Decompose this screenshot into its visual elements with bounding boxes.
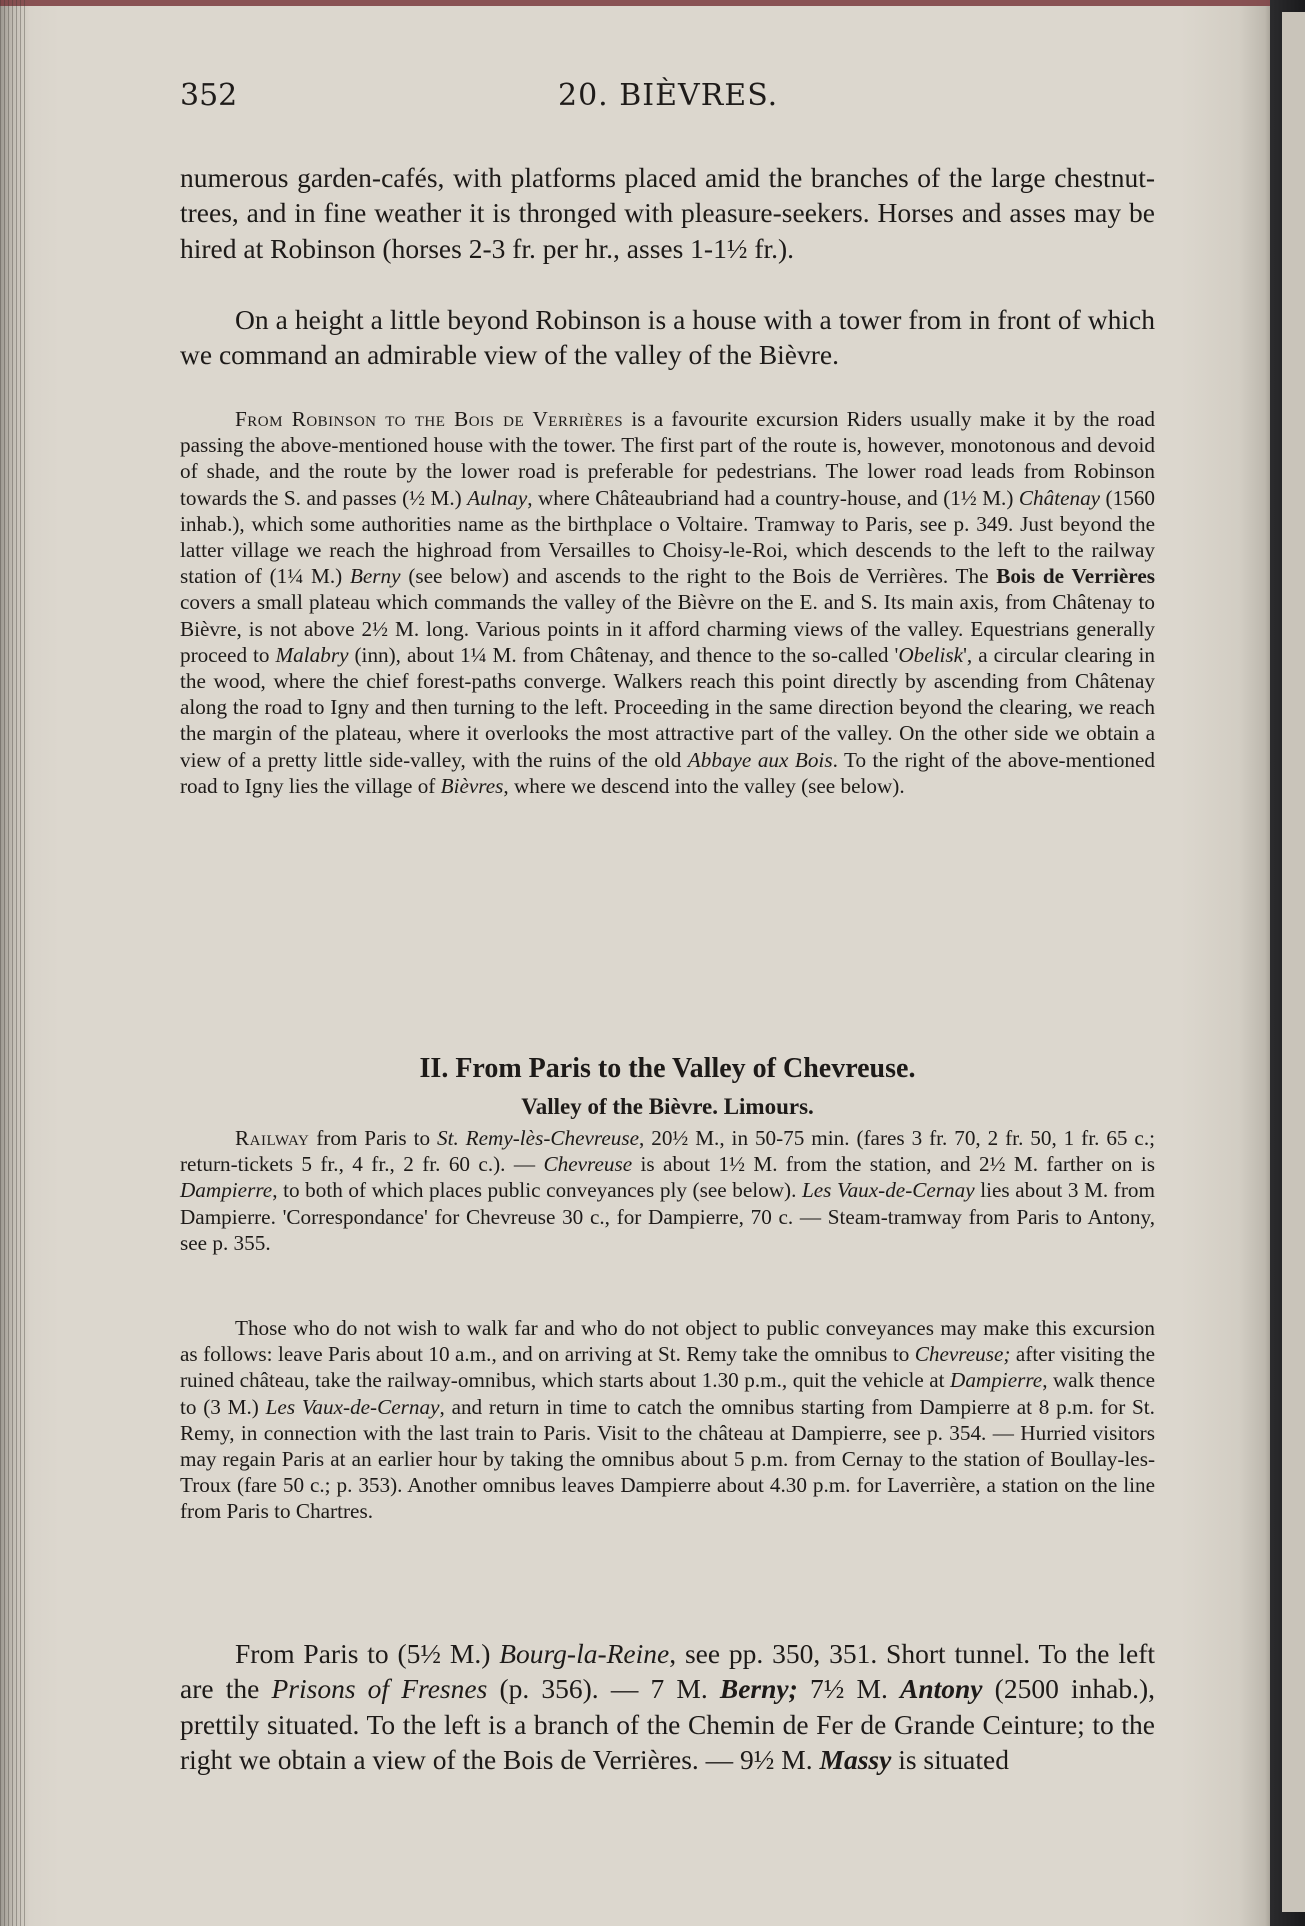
place-st-remy: St. Remy-lès-Chevreuse [436,1126,640,1150]
place-bourg-la-reine: Bourg-la-Reine [499,1638,670,1669]
place-aulnay: Aulnay [467,485,528,510]
page-top-edge [0,0,1270,6]
place-vaux-de-cernay: Les Vaux-de-Cernay [801,1178,975,1203]
paragraph-bourg-la-reine: From Paris to (5½ M.) Bourg-la-Reine, see pp. 350, 351. Short tunnel. To the left are the Prisons of Fresnes (p. 356). — 7 M. Berny; 7½ M. Antony (2500 inhab.), prettily situated. To the left is a branch of the Chemin de Fer de Grande Ceinture; to the right we obtain a view of the Bois de Verrières. — 9½ M. Massy is situated [180,1638,1155,1776]
running-title: 20. BIÈVRES. [558,78,779,113]
excursion-heading: From Robinson to the Bois de Verrières [235,407,624,431]
place-berny: Berny [349,564,401,589]
place-massy: Massy [819,1744,892,1776]
paragraph-bois-de-verrieres: From Robinson to the Bois de Verrières is a favourite excursion Riders usually make it by the road passing the above-mentioned house with the tower. The first part of the route is, however, monotonous and devoid of shade, and the route by the lower road is preferable for pedestrians. The lower road leads from Robinson towards the S. and passes (½ M.) Aulnay, where Châteaubriand had a country-house, and (1½ M.) Châtenay (1560 inhab.), which some authorities name as the birthplace o Voltaire. Tramway to Paris, see p. 349. Just beyond the latter village we reach the highroad from Versailles to Choisy-le-Roi, which descends to the left to the railway station of (1¼ M.) Berny (see below) and ascends to the right to the Bois de Verrières. The Bois de Verrières covers a small plateau which commands the valley of the Bièvre on the E. and S. Its main axis, from Châtenay to Bièvre, is not above 2½ M. long. Various points in it afford charming views of the valley. Equestrians generally proceed to Malabry (inn), about 1¼ M. from Châtenay, and thence to the so-called 'Obelisk', a circular clearing in the wood, where the chief forest-paths converge. Walkers reach this point directly by ascending from Châtenay along the road to Igny and then turning to the left. Proceeding in the same direction beyond the clearing, we reach the margin of the plateau, where it overlooks the most attractive part of the valley. On the other side we obtain a view of a pretty little side-valley, with the ruins of the old Abbaye aux Bois. To the right of the above-mentioned road to Igny lies the village of Bièvres, where we descend into the valley (see below). [180,407,1156,798]
place-berny-2: Berny; [719,1673,798,1705]
place-vaux-de-cernay-2: Les Vaux-de-Cernay [265,1394,440,1419]
page-number: 352 [180,78,238,113]
next-page-edge [1282,12,1305,1912]
paragraph-excursion-plan: Those who do not wish to walk far and who do not object to public conveyances may make this excursion as follows: leave Paris about 10 a.m., and on arriving at St. Remy take the omnibus to Chevreuse; after visiting the ruined château, take the railway-omnibus, which starts about 1.30 p.m., quit the vehicle at Dampierre, walk thence to (3 M.) Les Vaux-de-Cernay, and return in time to catch the omnibus starting from Dampierre at 8 p.m. for St. Remy, in connection with the last train to Paris. Visit to the château at Dampierre, see p. 354. — Hurried visitors may regain Paris at an earlier hour by taking the omnibus about 5 p.m. from Cernay to the station of Boullay-les-Troux (fare 50 c.; p. 353). Another omnibus leaves Dampierre about 4.30 p.m. for Laverrière, a station on the line from Paris to Chartres. [180,1316,1156,1524]
place-chevreuse-2: Chevreuse; [914,1342,1011,1367]
place-prisons-of-fresnes: Prisons of Fresnes [271,1673,488,1705]
place-bois-de-verrieres: Bois de Verrières [996,564,1155,589]
place-obelisk: Obelisk [898,642,964,667]
paragraph-railway: Railway from Paris to St. Remy-lès-Chevreuse, 20½ M., in 50-75 min. (fares 3 fr. 70, 2 fr. 50, 1 fr. 65 c.; return-tickets 5 fr., 4 fr., 2 fr. 60 c.). — Chevreuse is about 1½ M. from the station, and 2½ M. farther on is Dampierre, to both of which places public conveyances ply (see below). Les Vaux-de-Cernay lies about 3 M. from Dampierre. 'Correspondance' for Chevreuse 30 c., for Dampierre, 70 c. — Steam-tramway from Paris to Antony, see p. 355. [180,1126,1155,1255]
place-dampierre: Dampierre [180,1178,273,1203]
place-abbaye-aux-bois: Abbaye aux Bois [687,747,833,772]
railway-lead: Railway [235,1126,310,1150]
paragraph-garden-cafes: numerous garden-cafés, with platforms placed amid the branches of the large chestnut-trees, and in fine weather it is thronged with pleasure-seekers. Horses and asses may be hired at Robinson (horses 2-3 fr. per hr., asses 1-1½ fr.). [180,162,1155,264]
place-antony: Antony [899,1673,983,1705]
paragraph-height-view: On a height a little beyond Robinson is a house with a tower from in front of which we command an admirable view of the valley of the Bièvre. [180,304,1155,371]
place-dampierre-2: Dampierre [950,1368,1043,1393]
place-chatenay: Châtenay [1018,485,1101,510]
section-title: II. From Paris to the Valley of Chevreuse. [419,1053,916,1084]
binding-gutter [0,0,28,1926]
place-bievres: Bièvres [440,773,504,798]
place-chevreuse: Chevreuse [543,1152,633,1177]
section-subtitle: Valley of the Bièvre. Limours. [521,1094,814,1119]
place-malabry: Malabry [275,642,349,667]
running-head [180,78,1160,118]
